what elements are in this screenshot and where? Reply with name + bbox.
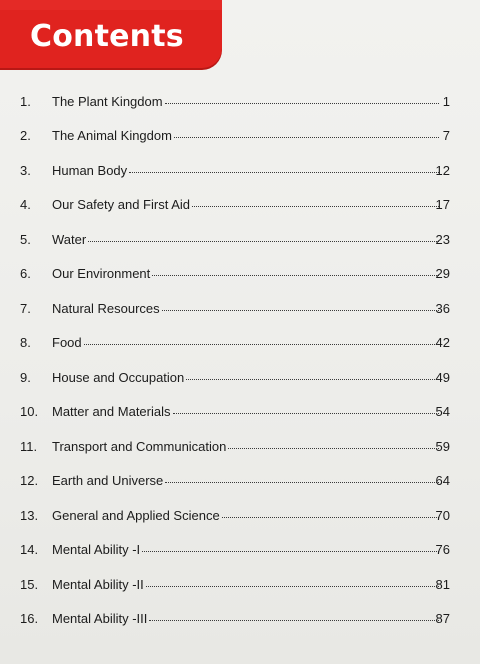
dot-leader	[162, 309, 439, 311]
chapter-title: Matter and Materials	[52, 404, 171, 420]
toc-entry	[0, 429, 480, 464]
toc-entry	[0, 567, 480, 602]
chapter-page-number: 12	[435, 162, 450, 178]
chapter-page-number: 81	[435, 576, 450, 592]
dot-leader	[165, 102, 439, 104]
chapter-title-row	[52, 128, 442, 143]
dot-leader	[129, 171, 439, 173]
dot-leader	[192, 205, 439, 207]
chapter-title-row	[52, 232, 442, 247]
chapter-page-number: 42	[435, 335, 450, 351]
chapter-number: 14.	[20, 542, 39, 558]
chapter-number: 4.	[20, 197, 31, 213]
chapter-title-row	[52, 370, 442, 385]
chapter-title: Our Environment	[52, 266, 151, 282]
contents-header-banner	[0, 0, 222, 68]
chapter-title: Natural Resources	[52, 300, 160, 316]
chapter-title: The Plant Kingdom	[52, 93, 163, 109]
chapter-title: Mental Ability -I	[52, 542, 141, 558]
dot-leader	[228, 447, 439, 449]
chapter-number: 9.	[20, 369, 31, 385]
chapter-number: 3.	[20, 162, 31, 178]
chapter-title: Earth and Universe	[52, 473, 164, 489]
toc-entry	[0, 188, 480, 223]
table-of-contents	[0, 84, 480, 636]
chapter-page-number: 87	[435, 611, 450, 627]
chapter-page-number: 7	[442, 128, 450, 144]
chapter-title-row	[52, 301, 442, 316]
toc-entry	[0, 153, 480, 188]
toc-entry	[0, 291, 480, 326]
chapter-number: 6.	[20, 266, 31, 282]
chapter-page-number: 70	[435, 507, 450, 523]
chapter-title-row	[52, 473, 442, 488]
chapter-page-number: 23	[435, 231, 450, 247]
chapter-page-number: 59	[435, 438, 450, 454]
chapter-title-row	[52, 577, 442, 592]
chapter-page-number: 64	[435, 473, 450, 489]
dot-leader	[149, 619, 439, 621]
chapter-number: 13.	[20, 507, 39, 523]
toc-entry	[0, 464, 480, 499]
chapter-title-row	[52, 197, 442, 212]
chapter-title: Food	[52, 335, 82, 351]
chapter-page-number: 17	[435, 197, 450, 213]
chapter-title: House and Occupation	[52, 369, 185, 385]
dot-leader	[84, 343, 439, 345]
chapter-title-row	[52, 94, 442, 109]
page-title: Contents	[30, 19, 184, 54]
chapter-title-row	[52, 335, 442, 350]
chapter-title-row	[52, 404, 442, 419]
dot-leader	[174, 136, 439, 138]
chapter-page-number: 76	[435, 542, 450, 558]
chapter-number: 2.	[20, 128, 31, 144]
chapter-page-number: 54	[435, 404, 450, 420]
dot-leader	[88, 240, 439, 242]
dot-leader	[146, 585, 439, 587]
dot-leader	[152, 274, 439, 276]
chapter-page-number: 49	[435, 369, 450, 385]
dot-leader	[222, 516, 439, 518]
chapter-title-row	[52, 266, 442, 281]
chapter-number: 7.	[20, 300, 31, 316]
chapter-number: 5.	[20, 231, 31, 247]
chapter-title: Water	[52, 231, 87, 247]
dot-leader	[173, 412, 440, 414]
chapter-title-row	[52, 163, 442, 178]
chapter-number: 10.	[20, 404, 39, 420]
chapter-title: The Animal Kingdom	[52, 128, 172, 144]
dot-leader	[142, 550, 439, 552]
chapter-title-row	[52, 439, 442, 454]
toc-entry	[0, 360, 480, 395]
toc-entry	[0, 533, 480, 568]
toc-entry	[0, 222, 480, 257]
dot-leader	[165, 481, 439, 483]
chapter-number: 15.	[20, 576, 39, 592]
chapter-title-row	[52, 508, 442, 523]
chapter-page-number: 36	[435, 300, 450, 316]
chapter-number: 11.	[20, 438, 38, 454]
chapter-title: Our Safety and First Aid	[52, 197, 191, 213]
chapter-page-number: 1	[442, 93, 450, 109]
toc-entry	[0, 395, 480, 430]
toc-entry	[0, 498, 480, 533]
chapter-page-number: 29	[435, 266, 450, 282]
chapter-title-row	[52, 611, 442, 626]
chapter-number: 8.	[20, 335, 31, 351]
chapter-title: Mental Ability -II	[52, 576, 144, 592]
toc-entry	[0, 84, 480, 119]
chapter-title-row	[52, 542, 442, 557]
chapter-title: Transport and Communication	[52, 438, 227, 454]
chapter-number: 12.	[20, 473, 39, 489]
chapter-title: Human Body	[52, 162, 128, 178]
toc-entry	[0, 326, 480, 361]
toc-entry	[0, 119, 480, 154]
toc-entry	[0, 602, 480, 637]
toc-entry	[0, 257, 480, 292]
chapter-number: 1.	[20, 93, 31, 109]
chapter-number: 16.	[20, 611, 39, 627]
chapter-title: Mental Ability -III	[52, 611, 148, 627]
dot-leader	[186, 378, 439, 380]
chapter-title: General and Applied Science	[52, 507, 220, 523]
